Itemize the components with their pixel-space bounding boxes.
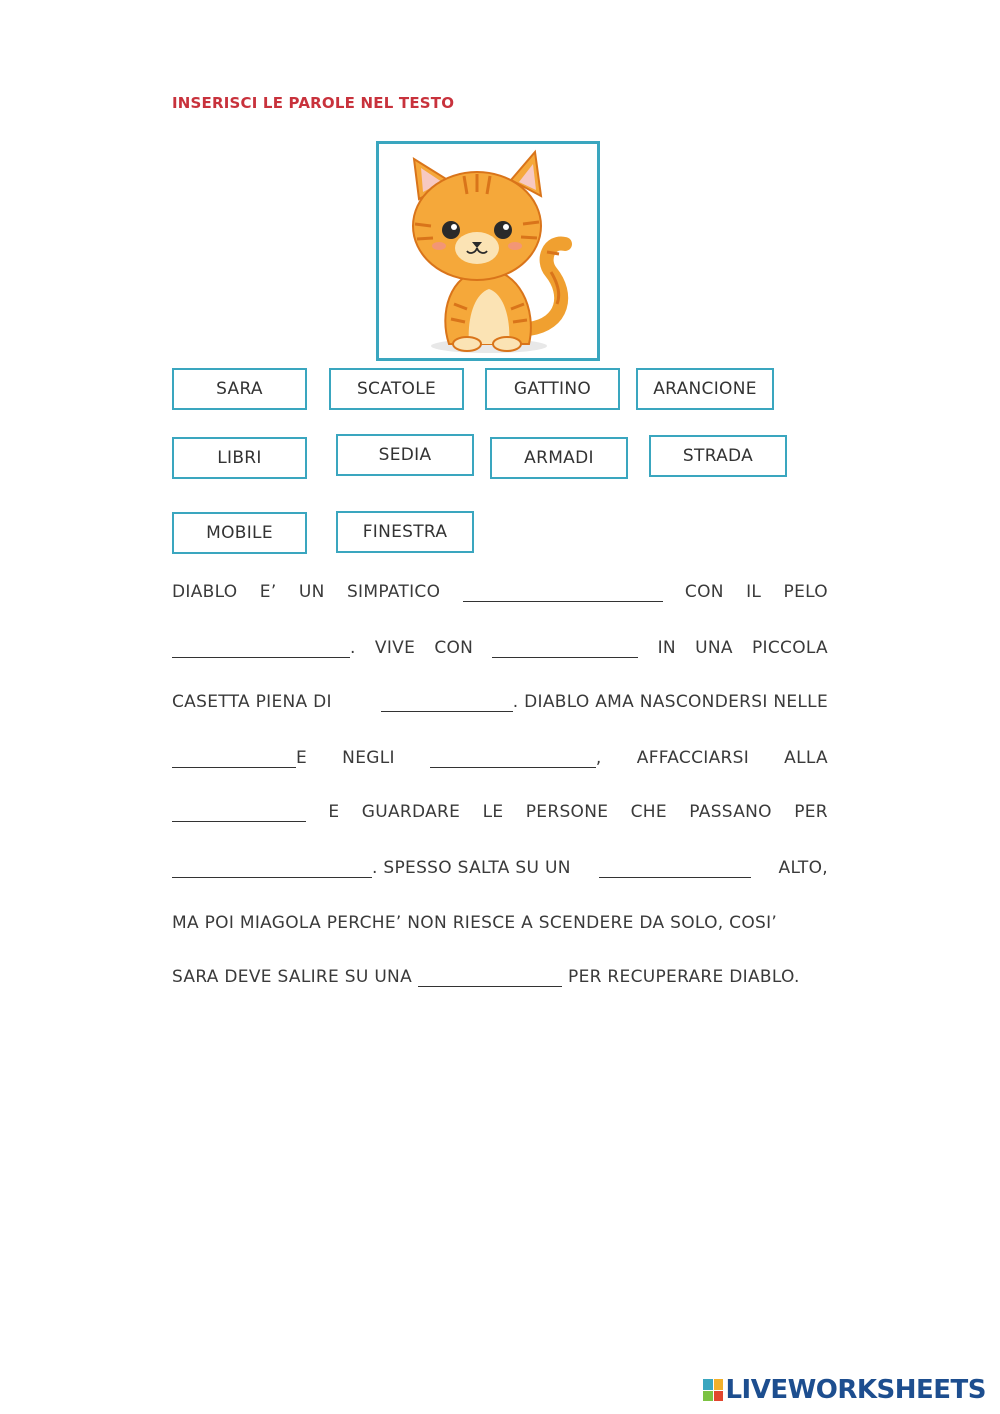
blank-7[interactable] bbox=[172, 803, 306, 822]
word-card-sedia[interactable]: SEDIA bbox=[336, 434, 474, 476]
blank-1[interactable] bbox=[463, 583, 663, 602]
text-line-7: MA POI MIAGOLA PERCHE’ NON RIESCE A SCENDERE DA SOLO, COSI’ bbox=[172, 913, 778, 933]
blank-2[interactable] bbox=[172, 639, 350, 658]
word-card-scatole[interactable]: SCATOLE bbox=[329, 368, 464, 410]
blank-5[interactable] bbox=[172, 749, 296, 768]
text-line-8: SARA DEVE SALIRE SU UNA PER RECUPERARE DIABLO. bbox=[172, 967, 800, 987]
text-line-6: . SPESSO SALTA SU UN ALTO, bbox=[172, 854, 828, 878]
word-card-arancione[interactable]: ARANCIONE bbox=[636, 368, 774, 410]
word-card-strada[interactable]: STRADA bbox=[649, 435, 787, 477]
word-card-gattino[interactable]: GATTINO bbox=[485, 368, 620, 410]
text-line-2: . VIVE CON IN UNA PICCOLA bbox=[172, 634, 828, 658]
liveworksheets-logo: LIVEWORKSHEETS bbox=[703, 1376, 986, 1404]
logo-icon bbox=[703, 1379, 723, 1401]
kitten-illustration bbox=[379, 144, 597, 358]
blank-9[interactable] bbox=[599, 859, 751, 878]
word-card-armadi[interactable]: ARMADI bbox=[490, 437, 628, 479]
blank-8[interactable] bbox=[172, 859, 372, 878]
blank-6[interactable] bbox=[430, 749, 596, 768]
cat-image-frame bbox=[376, 141, 600, 361]
blank-10[interactable] bbox=[418, 968, 562, 987]
word-card-sara[interactable]: SARA bbox=[172, 368, 307, 410]
text-line-1: DIABLO E’ UN SIMPATICO CON IL PELO bbox=[172, 582, 828, 602]
text-line-5: E GUARDARE LE PERSONE CHE PASSANO PER bbox=[172, 798, 828, 822]
word-card-finestra[interactable]: FINESTRA bbox=[336, 511, 474, 553]
text-line-4: E NEGLI , AFFACCIARSI ALLA bbox=[172, 744, 828, 768]
word-card-mobile[interactable]: MOBILE bbox=[172, 512, 307, 554]
worksheet-title: INSERISCI LE PAROLE NEL TESTO bbox=[172, 94, 455, 112]
text-line-3: CASETTA PIENA DI . DIABLO AMA NASCONDERSI NELLE bbox=[172, 692, 828, 712]
blank-4[interactable] bbox=[381, 693, 513, 712]
word-card-libri[interactable]: LIBRI bbox=[172, 437, 307, 479]
blank-3[interactable] bbox=[492, 639, 638, 658]
